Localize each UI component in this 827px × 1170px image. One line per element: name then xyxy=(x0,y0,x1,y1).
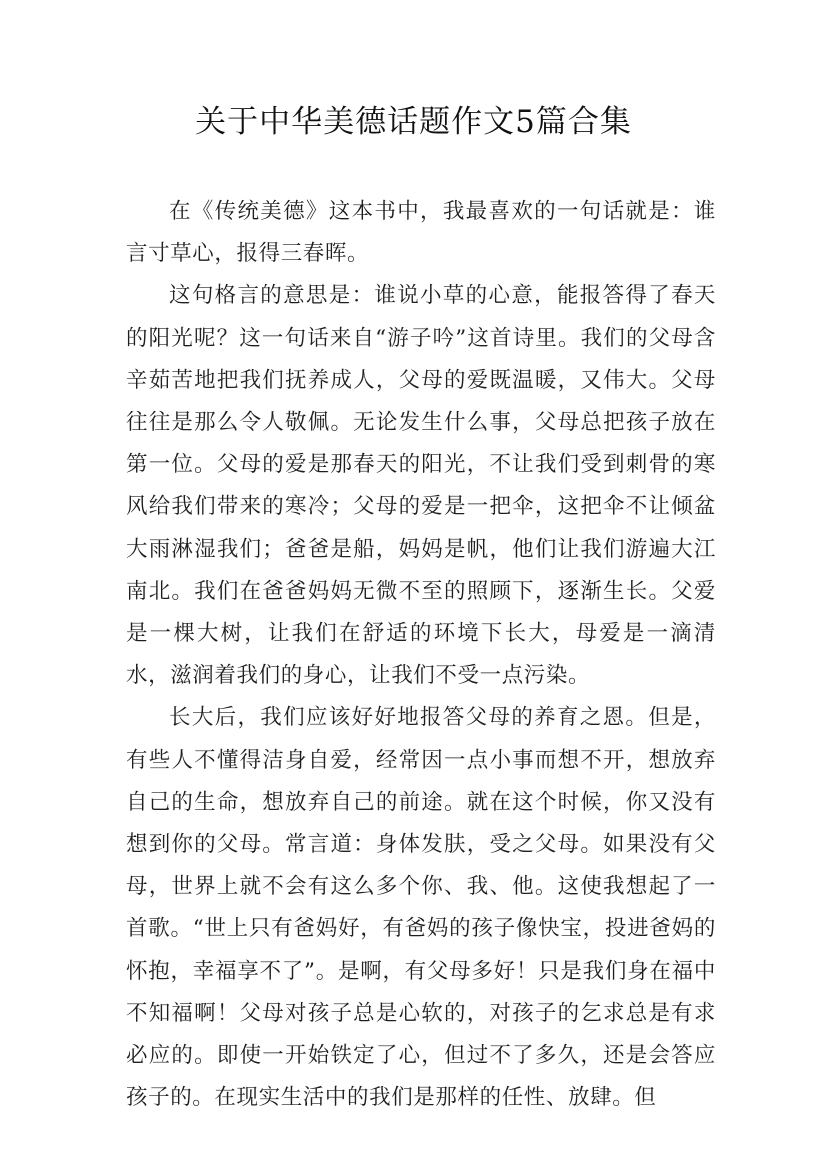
paragraph-2: 这句格言的意思是：谁说小草的心意，能报答得了春天的阳光呢？这一句话来自“游子吟”这首诗里。我们的父母含辛茹苦地把我们抚养成人，父母的爱既温暖，又伟大。父母往往是那么令人敬佩。无论发生什么事，父母总把孩子放在第一位。父母的爱是那春天的阳光，不让我们受到刺骨的寒风给我们带来的寒冷；父母的爱是一把伞，这把伞不让倾盆大雨淋湿我们；爸爸是船，妈妈是帆，他们让我们游遍大江南北。我们在爸爸妈妈无微不至的照顾下，逐渐生长。父爱是一棵大树，让我们在舒适的环境下长大，母爱是一滴清水，滋润着我们的身心，让我们不受一点污染。 xyxy=(126,283,716,689)
paragraph-3: 长大后，我们应该好好地报答父母的养育之恩。但是，有些人不懂得洁身自爱，经常因一点小事而想不开，想放弃自己的生命，想放弃自己的前途。就在这个时候，你又没有想到你的父母。常言道：身体发肤，受之父母。如果没有父母，世界上就不会有这么多个你、我、他。这使我想起了一首歌。“世上只有爸妈好，有爸妈的孩子像快宝，投进爸妈的怀抱，幸福享不了”。是啊，有父母多好！只是我们身在福中不知福啊！父母对孩子总是心软的，对孩子的乞求总是有求必应的。即使一开始铁定了心，但过不了多久，还是会答应孩子的。在现实生活中的我们是那样的任性、放肆。但 xyxy=(126,705,716,1111)
document-body xyxy=(126,191,716,1119)
document-title: 关于中华美德话题作文5篇合集 xyxy=(195,104,632,140)
paragraph-1: 在《传统美德》这本书中，我最喜欢的一句话就是：谁言寸草心，报得三春晖。 xyxy=(126,199,716,267)
